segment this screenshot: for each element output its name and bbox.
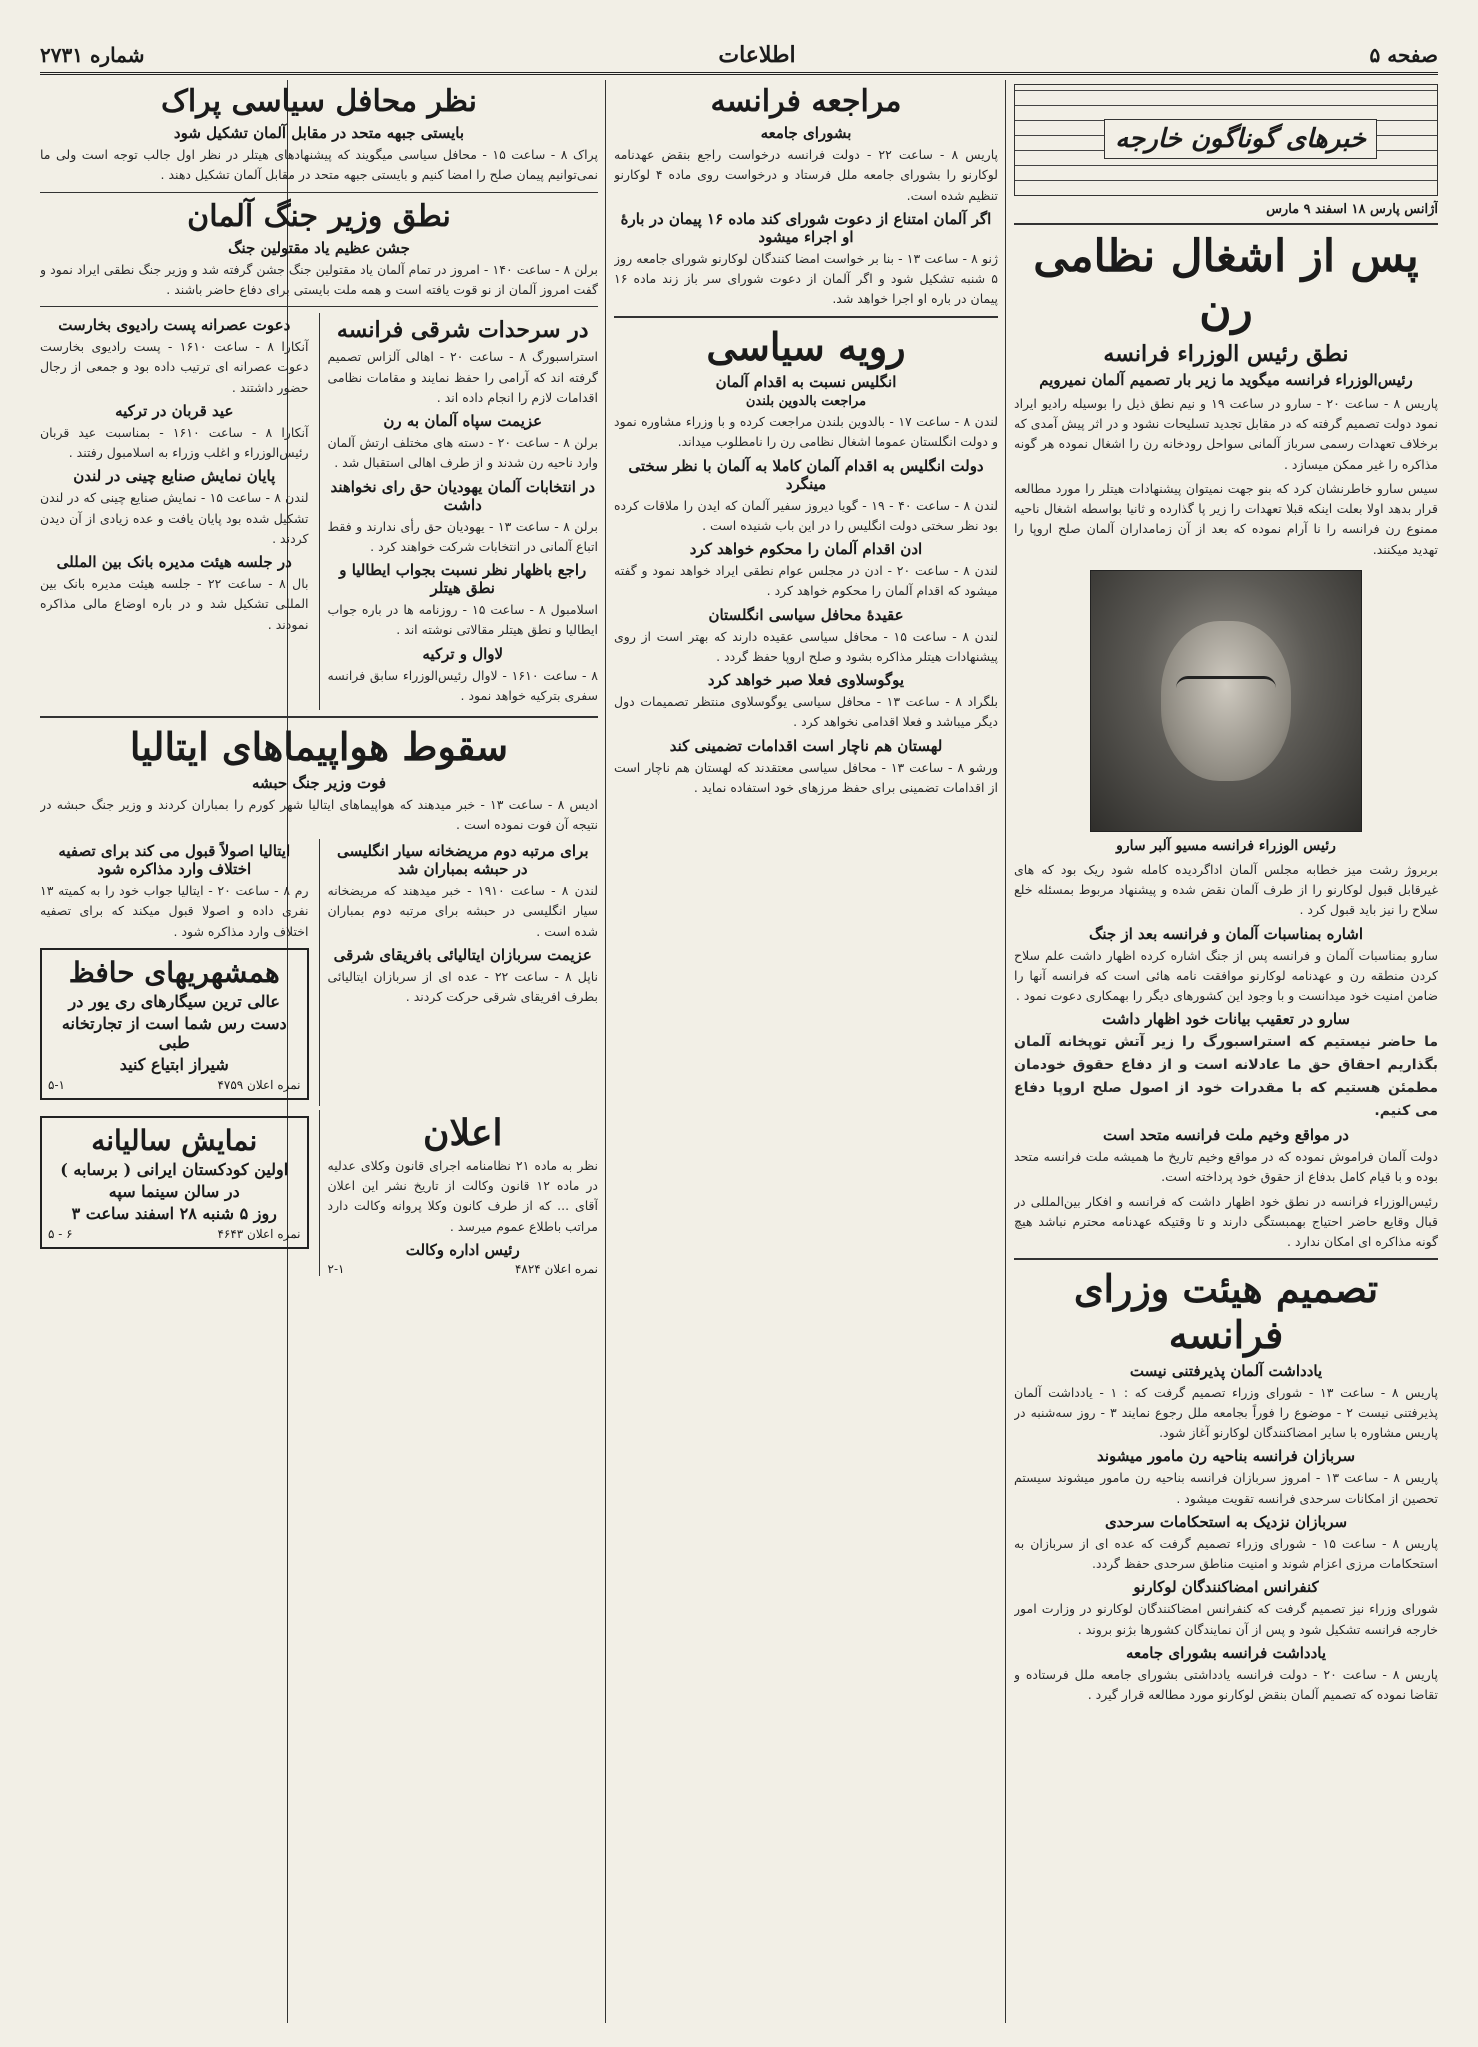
section-title: اگر آلمان امتناع از دعوت شورای کند ماده ۱۶ پیمان در بارهٔ او اجراء میشود: [620, 209, 992, 246]
ad-number: ۵-۱: [48, 1077, 65, 1092]
ad-line: در سالن سینما سپه: [108, 1181, 240, 1201]
ad-title: همشهریهای حافظ: [68, 955, 280, 989]
masthead: [40, 38, 1438, 75]
article-paragraph: لندن ۸ - ساعت ۱۷ - بالدوین بلندن مراجعت کرده و با وزراء مشاوره نمود و دولت انگلستان عموما اشغال نظامی رن را نامطلوب میداند.: [614, 414, 998, 450]
article-paragraph: آنکارا ۸ - ساعت ۱۶۱۰ - پست رادیوی بخارست دعوت عصرانه ای ترتیب داده بود و جمعی از رجال حضور داشتند .: [40, 339, 309, 395]
ad-line: روز ۵ شنبه ۲۸ اسفند ساعت ۳: [71, 1203, 277, 1223]
section-title: سارو در تعقیب بیانات خود اظهار داشت: [1102, 1010, 1350, 1029]
section-title: عقیدهٔ محافل سیاسی انگلستان: [708, 605, 904, 624]
ad-line: عالی ترین سیگارهای ری یور در: [68, 991, 280, 1011]
section-title: در انتخابات آلمان یهودیان حق رای نخواهند داشت: [330, 477, 596, 514]
paper-name: اطلاعات: [718, 42, 796, 68]
subheadline: جشن عظیم یاد مقتولین جنگ: [228, 238, 410, 257]
subheadline: انگلیس نسبت به اقدام آلمان: [715, 373, 897, 392]
issue-number: شماره ۲۷۳۱: [40, 43, 145, 67]
section-title: یادداشت آلمان پذیرفتنی نیست: [1129, 1361, 1323, 1380]
headline: مراجعه فرانسه: [710, 84, 902, 119]
article-paragraph: پاریس ۸ - ساعت ۱۳ - شورای وزراء تصمیم گرفت که : ۱ - یادداشت آلمان پذیرفتنی نیست ۲ - موضوع را فوراً بجامعه ملل رجوع نمایند ۳ - روز سه‌شنبه در پاریس مشاوره با سایر امضاکنندگان لوکارنو آغاز شود.: [1014, 1384, 1438, 1441]
section-title: عزیمت سربازان ایتالیائی بافریقای شرقی: [333, 945, 592, 964]
subheadline: بایستی جبهه متحد در مقابل آلمان تشکیل شود: [173, 124, 465, 142]
column-rule: [1005, 80, 1006, 2023]
article-paragraph: رئیس‌الوزراء فرانسه در نطق خود اظهار داشت که فرانسه و افکار بین‌المللی در قبال وقایع حاضر احتیاج بهمبستگی دارند و تا وقتیکه عهدنامه محترم نباشد هیچ گونه مذاکره ای امکان ندارد .: [1014, 1193, 1438, 1250]
headline-cabinet: تصمیم هیئت وزرای فرانسه: [1073, 1266, 1379, 1358]
article-paragraph: آنکارا ۸ - ساعت ۱۶۱۰ - بمناسبت عید قربان رئیس‌الوزراء و اغلب وزراء به اسلامبول رفتند .: [40, 424, 309, 460]
section-title: سربازان نزدیک به استحکامات سرحدی: [1104, 1512, 1348, 1531]
section-title: لهستان هم ناچار است اقدامات تضمینی کند: [669, 736, 943, 755]
ad-line: دست رس شما است از تجارتخانه طبی: [61, 1013, 287, 1052]
article-paragraph: لندن ۸ - ساعت ۱۵ - نمایش صنایع چینی که در لندن تشکیل شده بود پایان یافت و عده زیادی از آن دیدن کردند .: [40, 490, 309, 546]
article-paragraph: پاریس ۸ - ساعت ۲۰ - سارو در ساعت ۱۹ و نیم نطق ذیل را بوسیله رادیو ایراد نمود دولت تصمیم گرفته که در مقابل تجدید تسلیحات نشود و در اثر پیش آمدی که برخلاف تعهدات رسمی سرباز آلمانی سواحل رودخانه رن را اشغال نموده هر گونه مذاکره را غیر ممکن میسازد .: [1014, 395, 1438, 472]
ad-number: نمره اعلان ۴۶۴۳: [217, 1226, 301, 1241]
article-paragraph: دولت آلمان فراموش نموده که در مواقع وخیم تاریخ ما همیشه ملت فرانسه متحد بوده و با قیام کامل بدفاع از حقوق خود پرداخته است.: [1014, 1149, 1438, 1185]
article-paragraph: سیس سارو خاطرنشان کرد که بنو جهت نمیتوان پیشنهادات هیتلر را مورد مطالعه قرار بدهد اولا بعلت اینکه قبلا تعهدات را زیر پا گذارده و ثانیا بواسطه اشغال ناحیه ممنوع رن فرانسه را نا آرام نموده که بعد از آن زمامداران آلمان صلح اروپا را تهدید میکنند.: [1014, 480, 1438, 557]
ad-number: نمره اعلان ۴۷۵۹: [217, 1077, 301, 1092]
page-number: صفحه ۵: [1369, 43, 1438, 67]
notice-title: اعلان: [423, 1111, 503, 1154]
column-1: [1014, 80, 1438, 2020]
article-paragraph: لندن ۸ - ساعت ۴۰ - ۱۹ - گویا دیروز سفیر آلمان که ایدن را ملاقات کرده بود نظر سختی دولت انگلیس را در این باب شنیده است .: [614, 497, 998, 533]
section-title: کنفرانس امضاکنندگان لوکارنو: [1133, 1578, 1319, 1597]
headline: سقوط هواپیماهای ایتالیا: [129, 724, 509, 770]
notice-number: ۲-۱: [327, 1261, 345, 1276]
section-title: در مواقع وخیم ملت فرانسه متحد است: [1103, 1126, 1349, 1145]
section-title: دعوت عصرانه پست رادیوی بخارست: [58, 316, 291, 334]
article-paragraph: برلن ۸ - ساعت ۲۰ - دسته های مختلف ارتش آلمان وارد ناحیه رن شدند و از طرف اهالی استقبال شد .: [327, 435, 598, 471]
article-paragraph: برلن ۸ - ساعت ۱۴۰ - امروز در تمام آلمان یاد مقتولین جنگ جشن گرفته شد و وزیر جنگ نطقی ایراد نمود و گفت امروز آلمان از نو قوت یافته است و همه ملت بایستی برای دفاع حاضر باشند .: [40, 261, 598, 297]
article-paragraph: لندن ۸ - ساعت ۲۰ - ادن در مجلس عوام نطقی ایراد خواهد نمود و گفته میشود که اقدام آلمان را محکوم خواهد کرد .: [614, 563, 998, 599]
section-title: پایان نمایش صنایع چینی در لندن: [73, 467, 276, 486]
article-paragraph: ورشو ۸ - ساعت ۱۳ - محافل سیاسی معتقدند که لهستان هم ناچار است از اقدامات تضمینی برای حفظ مرزهای خود استفاده نماید .: [614, 759, 998, 795]
article-paragraph: پاریس ۸ - ساعت ۲۲ - دولت فرانسه درخواست راجع بنقض عهدنامه لوکارنو را بشورای جامعه ملل فرستاد و درخواست روی ماده ۴ لوکارنو تنظیم شده است.: [614, 147, 998, 203]
portrait-glasses: [1176, 676, 1276, 705]
section-title: در جلسه هیئت مدیره بانک بین المللی: [56, 553, 292, 571]
banner-title: خبرهای گوناگون خارجه: [1104, 119, 1377, 159]
column-rule: [605, 80, 606, 2023]
photo-caption: رئیس الوزراء فرانسه مسیو آلبر سارو: [1116, 837, 1336, 854]
article-paragraph: ناپل ۸ - ساعت ۲۲ - عده ای از سربازان ایتالیائی بطرف افریقای شرقی حرکت کردند .: [327, 968, 598, 1005]
article-paragraph: برلن ۸ - ساعت ۱۳ - یهودیان حق رأی ندارند و فقط اتباع آلمانی در انتخابات شرکت خواهند کرد .: [327, 518, 598, 554]
headline: پس از اشغال نظامی رن: [1033, 231, 1419, 335]
ad-number: ۶ - ۵: [48, 1226, 73, 1241]
headline: نطق وزیر جنگ آلمان: [187, 198, 451, 234]
subheadline: نطق رئیس الوزراء فرانسه: [1103, 340, 1349, 367]
section-title: عزیمت سپاه آلمان به رن: [383, 412, 543, 431]
article-paragraph: لندن ۸ - ساعت ۱۵ - محافل سیاسی عقیده دارند که بهتر است از روی پیشنهادات هیتلر مذاکره بشود و صلح اروپا حفظ گردد .: [614, 628, 998, 664]
section-title: عید قربان در ترکیه: [115, 401, 234, 420]
section-title: لاوال و ترکیه: [422, 644, 504, 663]
section-title: ایتالیا اصولاً قبول می کند برای تصفیه اختلاف وارد مذاکره شود: [58, 842, 291, 879]
article-paragraph: رم ۸ - ساعت ۲۰ - ایتالیا جواب خود را به کمیته ۱۳ نفری داده و اصولا قبول میکند که برای تصفیه اختلاف وارد مذاکره شود .: [40, 883, 309, 939]
section-title: یادداشت فرانسه بشورای جامعه: [1125, 1643, 1327, 1662]
headline: رویه سیاسی: [706, 323, 906, 369]
column-2: [614, 80, 998, 1880]
article-paragraph: پاریس ۸ - ساعت ۱۳ - امروز سربازان فرانسه بناحیه رن مامور میشوند سیستم تحصین از امکانات سرحدی فرانسه تقویت میشود .: [1014, 1470, 1438, 1506]
article-paragraph: پراک ۸ - ساعت ۱۵ - محافل سیاسی میگویند که پیشنهادهای هیتلر در نظر اول جالب توجه است ولی ما نمی‌توانیم پیمان صلح را امضا کنیم و بایستی جبهه متحد در مقابل آلمان تشکیل دهند .: [40, 147, 598, 183]
notice-signature: رئیس اداره وکالت: [405, 1240, 520, 1259]
section-title: یوگوسلاوی فعلا صبر خواهد کرد: [707, 671, 905, 690]
article-paragraph: ۸ - ساعت ۱۶۱۰ - لاوال رئیس‌الوزراء سابق فرانسه سفری بترکیه خواهد نمود .: [327, 667, 598, 703]
section-title: اشاره بمناسبات آلمان و فرانسه بعد از جنگ: [1088, 924, 1364, 943]
advertisement-exhibition: [40, 1116, 309, 1249]
article-paragraph: لندن ۸ - ساعت ۱۹۱۰ - خبر میدهند که مریضخانه سیار انگلیسی در حبشه برای مرتبه دوم بمباران شده است .: [327, 883, 598, 939]
music-staff-banner: [1014, 84, 1438, 196]
section-title: برای مرتبه دوم مریضخانه سیار انگلیسی در حبشه بمباران شد: [336, 842, 589, 879]
article-paragraph: پاریس ۸ - ساعت ۱۵ - شورای وزراء تصمیم گرفت که عده ای از سربازان به استحکامات مرزی اعزام شوند و امنیت مناطق سرحدی حفظ گردد.: [1014, 1535, 1438, 1572]
subheadline: بشورای جامعه: [760, 124, 852, 142]
ad-line: شیراز ابتیاع کنید: [119, 1054, 229, 1074]
subheadline: فوت وزیر جنگ حبشه: [251, 773, 387, 792]
article-title: در سرحدات شرقی فرانسه: [336, 317, 589, 343]
subheadline: مراجعت بالدوین بلندن: [745, 394, 867, 410]
dateline: آژانس پارس ۱۸ اسفند ۹ مارس: [1266, 202, 1438, 217]
portrait-photo: [1090, 570, 1362, 832]
column-3: [40, 80, 598, 2020]
article-paragraph: سارو بمناسبات آلمان و فرانسه پس از جنگ اشاره کرده اظهار داشت علم سلاح کردن منطقه رن و عهدنامه لوکارنو موافقت نامه هائی است که فرانسه آنها را ضامن امنیت خود میدانست و با وجود این کشورهای دیگر را بهمکاری دعوت نمود .: [1014, 947, 1438, 1004]
article-paragraph: ادیس ۸ - ساعت ۱۳ - خبر میدهند که هواپیماهای ایتالیا شهر کورم را بمباران کردند و وزیر جنگ حبشه در نتیجه آن فوت نموده است .: [40, 796, 598, 832]
ad-line: اولین کودکستان ایرانی ( برسابه ): [60, 1159, 289, 1179]
headline: نظر محافل سیاسی پراک: [160, 84, 478, 119]
notice-text: نظر به ماده ۲۱ نظامنامه اجرای قانون وکلای عدلیه در ماده ۱۲ قانون وکالت از تاریخ نشر این اعلان آقای ... که از طرف کانون وکلا پروانه وکالت دارد مراتب باطلاع عموم میرسد .: [327, 1157, 598, 1234]
section-title: سربازان فرانسه بناحیه رن مامور میشوند: [1096, 1447, 1356, 1466]
article-paragraph: اسلامبول ۸ - ساعت ۱۵ - روزنامه ها در باره جواب ایطالیا و نطق هیتلر مقالاتی نوشته اند .: [327, 602, 598, 638]
article-paragraph-bold: ما حاضر نیستیم که استراسبورگ را زیر آتش توپخانه آلمان بگذاریم احقاق حق ما عادلانه است و از دفاع حقوق خودمان مطمئن هستیم که با مقدرات خود از اصول صلح اروپا دفاع می کنیم.: [1014, 1034, 1438, 1119]
section-title: راجع باظهار نظر نسبت بجواب ایطالیا و نطق هیتلر: [339, 561, 587, 598]
article-paragraph: شورای وزراء نیز تصمیم گرفت که کنفرانس امضاکنندگان لوکارنو در وزارت امور خارجه فرانسه تشکیل شود و پس از آن نمایندگان کشورها بژنو بروند .: [1014, 1601, 1438, 1637]
notice-number: نمره اعلان ۴۸۲۴: [514, 1261, 598, 1276]
article-paragraph: بربروژ رشت میز خطابه مجلس آلمان اداگردیده کامله شود ریک بود که هاى غیرقابل قبول لوكارنو را از طرف آلمان نقض شده و پیشنهاد مربوط بمسئله خلع سلاح را نیز باید قبول کرد .: [1014, 861, 1438, 918]
ad-title: نمایش سالیانه: [91, 1123, 258, 1157]
advertisement-hafez: [40, 948, 309, 1100]
section-title: ادن اقدام آلمان را محکوم خواهد کرد: [689, 540, 923, 559]
section-title: دولت انگلیس به اقدام آلمان کاملا به آلمان با نظر سختی مینگرد: [628, 456, 984, 493]
article-paragraph: استراسبورگ ۸ - ساعت ۲۰ - اهالی آلزاس تصمیم گرفته اند که آرامی را حفظ نمایند و مقامات نظامی اقدامات لازم را انجام داده اند .: [327, 349, 598, 405]
article-paragraph: بلگراد ۸ - ساعت ۱۳ - محافل سیاسی یوگوسلاوی منتظر تصمیمات دول دیگر میباشد و فعلا اقدامی نخواهد کرد .: [614, 694, 998, 730]
article-paragraph: پاریس ۸ - ساعت ۲۰ - دولت فرانسه یادداشتی بشورای جامعه ملل فرستاده و تقاضا نموده که تصمیم آلمان بنقض لوکارنو مورد مطالعه قرار گیرد .: [1014, 1666, 1438, 1703]
article-paragraph: بال ۸ - ساعت ۲۲ - جلسه هیئت مدیره بانک بین المللی تشکیل شد و در باره اوضاع مالی مذاکره نمودند .: [40, 576, 309, 632]
article-paragraph: ژنو ۸ - ساعت ۱۳ - بنا بر خواست امضا کنندگان لوکارنو شورای جامعه روز ۵ شنبه تشکیل شود و اگر آلمان از دعوت شورای سر باز زند ماده ۱۶ پیمان در باره او اجرا خواهد شد.: [614, 250, 998, 307]
subheadline-2: رئیس‌الوزراء فرانسه میگوید ما زیر بار تصمیم آلمان نمیرویم: [1039, 370, 1413, 389]
